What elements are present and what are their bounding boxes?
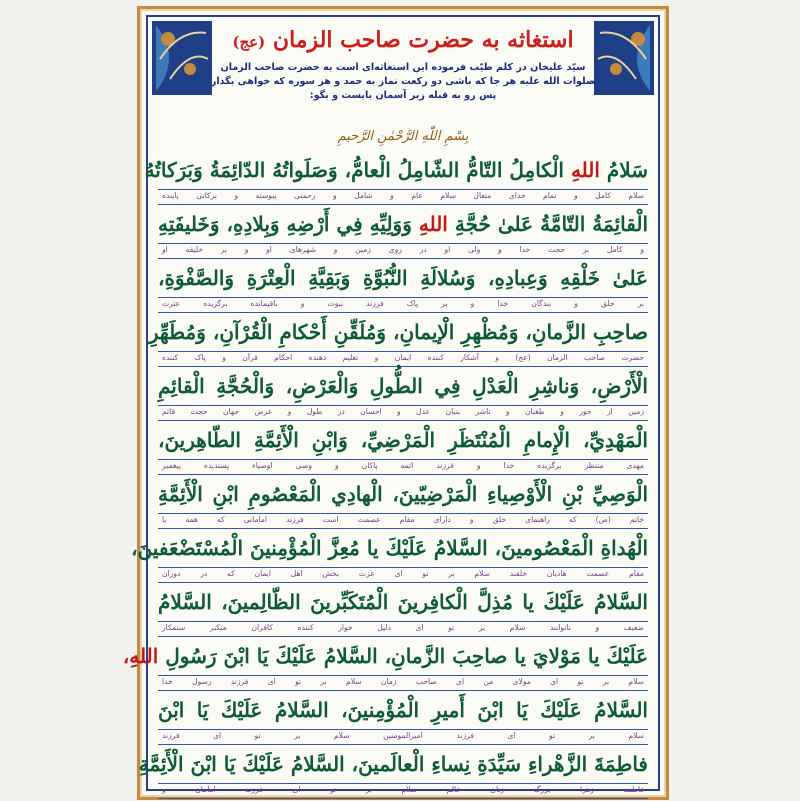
persian-translation: مقام عصمت هادیان خلقند سلام بر تو ای عزت بخش اهل ایمان که در دوران (162, 569, 644, 578)
intro-text: سیّد علیخان در کلم طیّب فرموده این استغاثه‌ای است به حضرت صاحب الزمان صلوات الله علیه هر جا که باشی دو رکعت نماز به حمد و هر سوره که خواهی بگذار پس رو به قبله زیر آسمان بایست و بگو: (210, 62, 596, 101)
persian-translation: سلام بر تو ای فرزند امیرالمومنین سلام بر تو ای فرزند (162, 731, 644, 740)
arabic-text: الْقائِمَةُ التّامَّةُ عَلىٰ حُجَّةِ (447, 212, 648, 236)
prayer-line (158, 369, 648, 423)
allah-highlight: اللهِ (418, 212, 448, 236)
arabic-text: الْمَهْدِيِّ، الْإِمامِ الْمُنْتَظَرِ الْمَرْضِيِّ، وَابْنِ الْأَئِمَّةِ الطّاهِرينَ، (158, 428, 648, 452)
persian-translation: حضرت صاحب الزمان (عج) و آشکار کننده ایمان و تعلیم دهنده احکام قرآن و پاک کننده (162, 353, 644, 362)
arabic-text: الْوَصِيِّ بْنِ الْأَوْصِياءِ الْمَرْضِيّينَ، الْهادِي الْمَعْصُومِ ابْنِ الْأَئِمَّةِ (158, 482, 648, 506)
arabic-line (148, 315, 648, 350)
persian-translation: زمین از جور و طغیان و ناشر بنیان عدل و احسان در طول و عرض جهان حجت قائم (162, 407, 644, 416)
arabic-text: عَلَيْكَ يا مَوْلايَ يا صاحِبَ الزَّمانِ، السَّلامُ عَلَيْكَ يَا ابْنَ رَسُولِ (158, 644, 648, 668)
arabic-text: السَّلامُ عَلَيْكَ يَا ابْنَ أَميرِ الْمُؤْمِنينَ، السَّلامُ عَلَيْكَ يَا ابْنَ (158, 698, 648, 722)
arabic-text: السَّلامُ عَلَيْكَ يا مُذِلَّ الْكافِرينَ الْمُتَكَبِّرينَ الظّالِمينَ، السَّلامُ (158, 590, 648, 614)
prayer-line (131, 531, 648, 585)
persian-translation: سلام کامل و تمام خدای متعال سلام عام و شامل و رحمتی پیوسته و برکاتی پاینده (162, 191, 644, 200)
prayer-line (148, 315, 648, 369)
arabic-line (158, 369, 648, 404)
arabic-line (158, 207, 648, 242)
page-title (214, 27, 592, 53)
prayer-line (158, 693, 648, 747)
arabic-line (122, 639, 648, 674)
arabic-text: عَلىٰ خَلْقِهِ وَعِبادِهِ، وَسُلالَةِ النُّبُوَّةِ وَبَقِيَّةِ الْعِتْرَةِ وَالصَّفْوَةِ، (158, 266, 648, 290)
arabic-line (158, 423, 648, 458)
arabic-text: الْهُداةِ الْمَعْصُومينَ، السَّلامُ عَلَيْكَ يا مُعِزَّ الْمُؤْمِنينَ الْمُسْتَضْعَفينَ، (131, 536, 648, 560)
allah-highlight: اللهِ (570, 158, 600, 182)
header-panel (140, 9, 666, 127)
arabic-line (158, 477, 648, 512)
persian-translation: ضعیف و ناتوانند سلام بر تو ای ذلیل خوار کننده کافران متکبر ستمکار (162, 623, 644, 632)
arabic-text: الْكامِلُ التّامُّ الشّامِلُ الْعامُّ، وَصَلَواتُهُ الدّائِمَةُ وَبَرَكاتُهُ (144, 158, 571, 182)
arabic-line (144, 153, 648, 188)
prayer-line (122, 639, 648, 693)
arabic-line (138, 747, 648, 782)
prayer-line (158, 423, 648, 477)
persian-translation: فاطمه زهرا بزرگ زنان عالم سلام بر تو ای فرزند امامان و (162, 785, 644, 794)
arabic-line (131, 531, 648, 566)
title-text: استغاثه به حضرت صاحب الزمان (272, 27, 574, 53)
title-abbreviation: (عج) (232, 33, 266, 51)
prayer-line (158, 477, 648, 531)
prayer-line (158, 585, 648, 639)
allah-highlight: اللهِ، (122, 644, 159, 668)
arabic-line (158, 693, 648, 728)
ornament-corner-left (150, 19, 214, 97)
persian-translation: و کامل بر حجت خدا و ولی او در روی زمین و شهرهای او و بر خلیفه او (162, 245, 644, 254)
arabic-text: فاطِمَةَ الزَّهْراءِ سَيِّدَةِ نِساءِ الْعالَمينَ، السَّلامُ عَلَيْكَ يَا ابْنَ الْأَئِمَّةِ (138, 752, 648, 776)
persian-translation: خاتم (ص) که راهنمای خلق و دارای مقام عصمت است فرزند امامانی که همه یا (162, 515, 644, 524)
persian-translation: بر خلق و بندگان خدا و بر پاک فرزند نبوت و باقیمانده برگزیده عترت (162, 299, 644, 308)
arabic-text: سَلامُ (599, 158, 648, 182)
prayer-card (122, 6, 669, 800)
prayer-line (158, 207, 648, 261)
arabic-text: صاحِبِ الزَّمانِ، وَمُظْهِرِ الْإيمانِ، وَمُلَقِّنِ أَحْكامِ الْقُرْآنِ، وَمُطَهِّرِ (148, 320, 648, 344)
arabic-line (158, 585, 648, 620)
persian-translation: سلام بر تو ای مولای من ای صاحب زمان سلام بر تو ای فرزند رسول خدا (162, 677, 644, 686)
arabic-text: الْأَرْضِ، وَناشِرِ الْعَدْلِ فِي الطُّولِ وَالْعَرْضِ، وَالْحُجَّةِ الْقائِمِ (158, 374, 648, 398)
prayer-line (144, 153, 648, 207)
prayer-line (158, 261, 648, 315)
prayer-line (138, 747, 648, 801)
arabic-text: وَوَلِيِّهِ فِي أَرْضِهِ وَبِلادِهِ، وَخَليفَتِهِ (158, 212, 419, 236)
persian-translation: مهدی منتظر برگزیده خدا و فرزند ائمه پاکان و وصی اوصیاء پسندیده پیغمبر (162, 461, 644, 470)
ornament-corner-right (592, 19, 656, 97)
basmala: بِسْمِ اللّٰهِ الرَّحْمٰنِ الرَّحیمِ (337, 129, 469, 144)
arabic-line (158, 261, 648, 296)
prayer-lines (122, 153, 648, 801)
